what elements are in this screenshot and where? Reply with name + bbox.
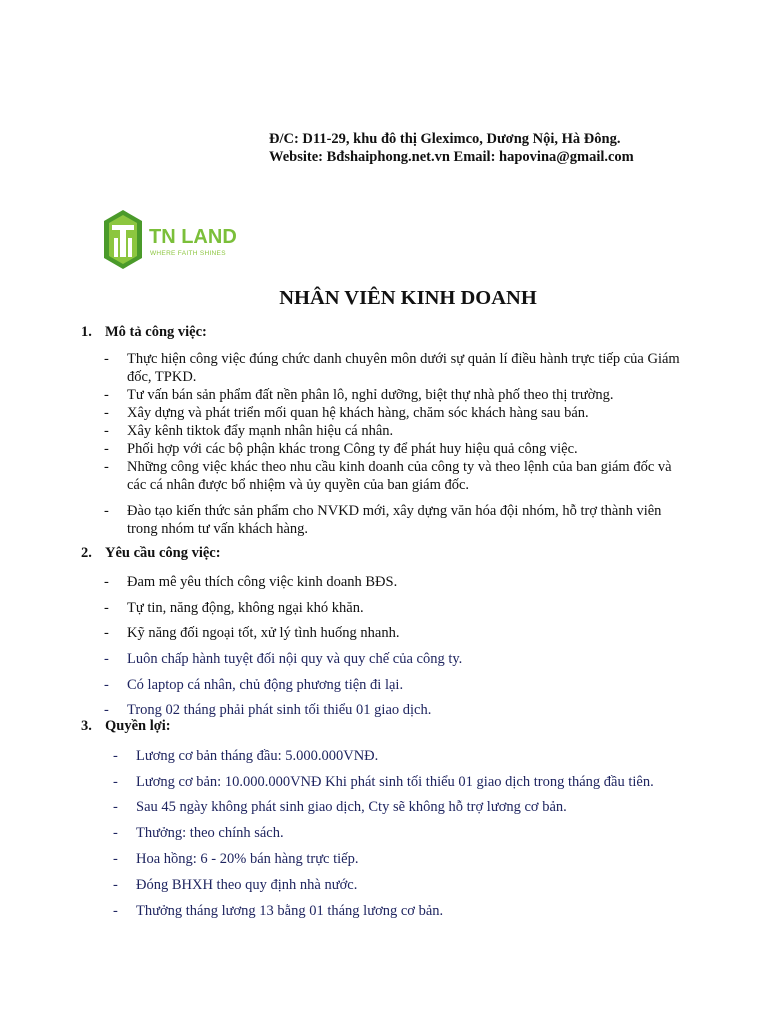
list-item [113,902,713,920]
bullet-dash: - [113,748,118,764]
list-item [104,701,684,719]
bullet-dash: - [113,877,118,893]
list-item-text: Xây kênh tiktok đẩy mạnh nhân hiệu cá nhân. [127,423,394,439]
list-item [104,386,684,404]
bullet-dash: - [113,825,118,841]
list-item-text: Tự tin, năng động, không ngại khó khăn. [127,600,364,616]
bullet-dash: - [104,351,109,367]
list-item-text: Đóng BHXH theo quy định nhà nước. [136,877,358,893]
list-item-text: Đào tạo kiến thức sản phẩm cho NVKD mới, xây dựng văn hóa đội nhóm, hỗ trợ thành viên trong nhóm tư vấn khách hàng. [127,503,662,537]
list-item-text: Những công việc khác theo nhu cầu kinh doanh của công ty và theo lệnh của ban giám đốc và các cá nhân được bổ nhiệm và ủy quyền của ban giám đốc. [127,459,672,493]
list-item-text: Sau 45 ngày không phát sinh giao dịch, Cty sẽ không hỗ trợ lương cơ bản. [136,799,567,815]
list-item-text: Tư vấn bán sản phẩm đất nền phân lô, nghỉ dưỡng, biệt thự nhà phố theo thị trường. [127,387,614,403]
section-label: Yêu cầu công việc: [105,545,221,561]
list-item-text: Lương cơ bản: 10.000.000VNĐ Khi phát sinh tối thiểu 01 giao dịch trong tháng đầu tiên. [136,774,654,790]
list-item-text: Trong 02 tháng phải phát sinh tối thiểu 01 giao dịch. [127,702,432,718]
bullet-dash: - [104,405,109,421]
list-item [113,876,713,894]
list-item-text: Phối hợp với các bộ phận khác trong Công ty để phát huy hiệu quả công việc. [127,441,578,457]
bullet-dash: - [104,702,109,718]
website-email-line: Website: Bđshaiphong.net.vn Email: hapovina@gmail.com [269,149,634,165]
bullet-dash: - [104,651,109,667]
bullet-dash: - [113,903,118,919]
section-label: Mô tả công việc: [105,324,207,340]
bullet-dash: - [113,774,118,790]
list-item-text: Lương cơ bản tháng đầu: 5.000.000VNĐ. [136,748,379,764]
bullet-dash: - [104,387,109,403]
bullet-dash: - [113,851,118,867]
logo-mark-icon [90,198,255,274]
list-item-text: Thực hiện công việc đúng chức danh chuyên môn dưới sự quản lí điều hành trực tiếp của Giám đốc, TPKD. [127,351,680,385]
bullet-dash: - [104,423,109,439]
logo-tagline-text: WHERE FAITH SHINES [150,250,226,257]
list-item [113,824,713,842]
list-item-text: Kỹ năng đối ngoại tốt, xử lý tình huống nhanh. [127,625,400,641]
bullet-dash: - [104,503,109,519]
section-number: 3. [81,718,92,734]
list-item-text: Hoa hồng: 6 - 20% bán hàng trực tiếp. [136,851,359,867]
list-item [104,350,684,386]
section-number: 1. [81,324,92,340]
bullet-dash: - [104,600,109,616]
logo-brand-text: TN LAND [149,226,237,248]
list-item [104,676,684,694]
list-item [104,440,684,458]
bullet-dash: - [113,799,118,815]
list-item [104,458,684,494]
section-label: Quyền lợi: [105,718,171,734]
list-item-text: Xây dựng và phát triển mối quan hệ khách hàng, chăm sóc khách hàng sau bán. [127,405,589,421]
list-item [113,798,713,816]
list-item-text: Thưởng tháng lương 13 bằng 01 tháng lương cơ bản. [136,903,444,919]
list-item-text: Có laptop cá nhân, chủ động phương tiện đi lại. [127,677,404,693]
list-item [104,650,684,668]
bullet-dash: - [104,677,109,693]
list-item [113,747,713,765]
list-item [104,624,684,642]
list-item-text: Đam mê yêu thích công việc kinh doanh BĐS. [127,574,398,590]
list-item [104,422,684,440]
list-item [104,599,684,617]
list-item [113,850,713,868]
contact-block [269,130,634,166]
list-item-text: Luôn chấp hành tuyệt đối nội quy và quy chế của công ty. [127,651,463,667]
page-title: NHÂN VIÊN KINH DOANH [279,287,537,309]
address-line: Đ/C: D11-29, khu đô thị Gleximco, Dương Nội, Hà Đông. [269,131,621,147]
list-item [104,502,684,538]
tn-land-logo [90,198,255,274]
list-item [113,773,713,791]
list-item-text: Thưởng: theo chính sách. [136,825,284,841]
list-item [104,404,684,422]
list-item [104,573,684,591]
bullet-dash: - [104,459,109,475]
section-number: 2. [81,545,92,561]
bullet-dash: - [104,625,109,641]
bullet-dash: - [104,441,109,457]
bullet-dash: - [104,574,109,590]
